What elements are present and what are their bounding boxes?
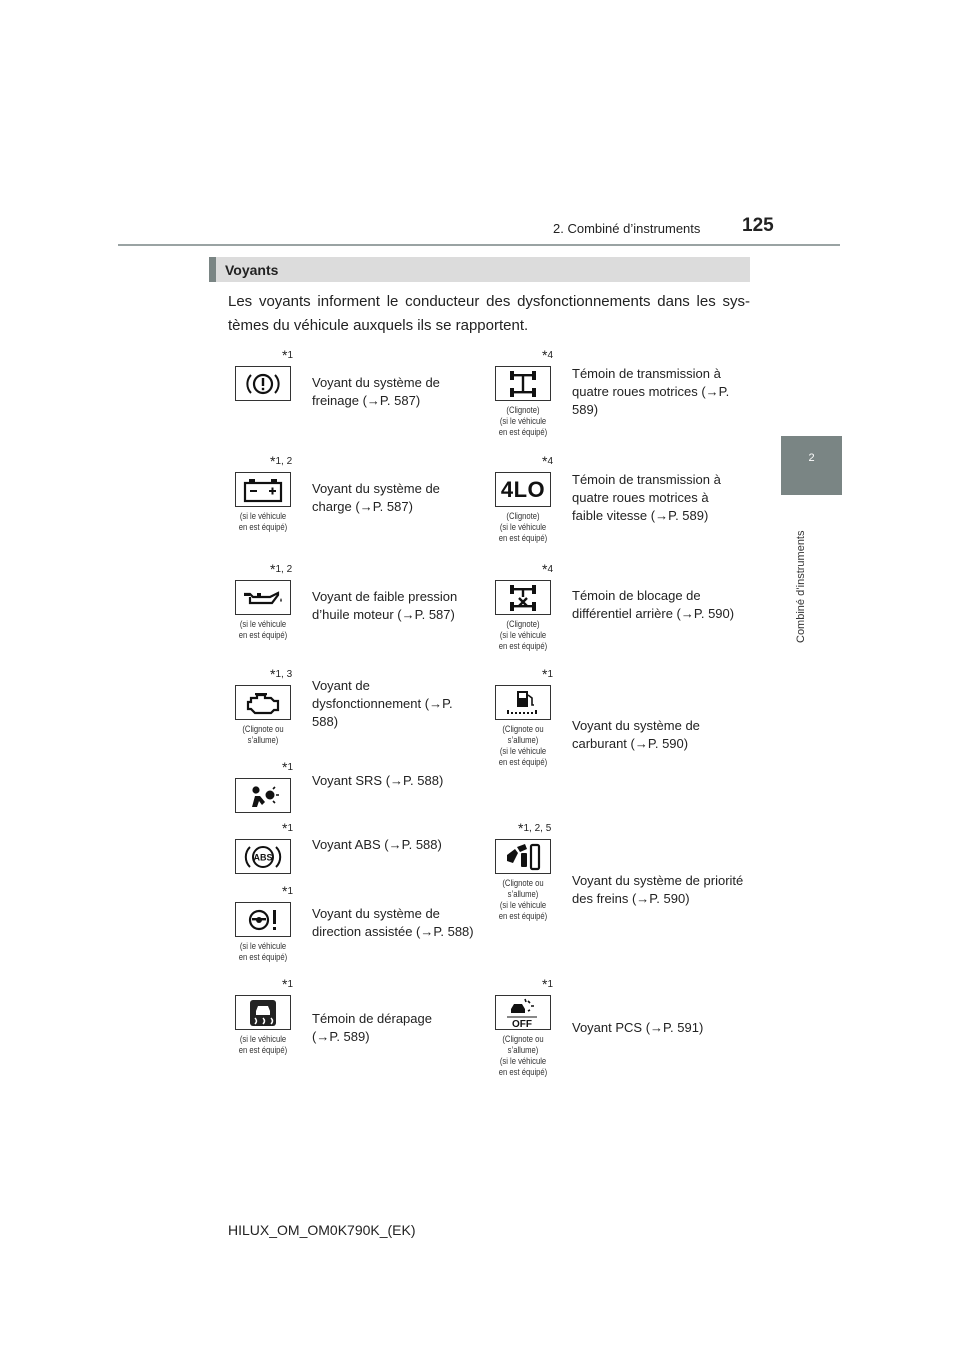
footnote-ref: *4 [542, 347, 554, 363]
document-code: HILUX_OM_OM0K790K_(EK) [228, 1222, 416, 1238]
footnote-ref: *1 [542, 976, 554, 992]
pcs-off-label: OFF [512, 1018, 532, 1029]
indicator-note: (Clignote) (si le véhicule en est équipé) [498, 405, 548, 437]
footnote-ref: *1, 2 [270, 561, 293, 577]
indicator-note: (si le véhicule en est équipé) [238, 1034, 288, 1055]
brake-override-icon [501, 841, 545, 873]
indicator-box [235, 902, 291, 937]
chapter-title: 2. Combiné d’instruments [553, 221, 701, 236]
indicator-note: (Clignote ou s’allume) (si le véhicule en est équipé) [498, 1034, 548, 1077]
fuel-system-icon [503, 688, 543, 718]
header-rule [118, 244, 840, 246]
slip-indicator-icon [243, 998, 283, 1028]
abs-icon [241, 842, 285, 872]
indicator-description: Témoin de transmission à quatre roues motrices à faible vitesse (→P. 589) [572, 472, 721, 523]
footnote-ref: *1 [282, 759, 294, 775]
indicator-box [235, 366, 291, 401]
indicator-description: Voyant de faible pression d’huile moteur (→P. 587) [312, 589, 458, 622]
footnote-ref: *1, 3 [270, 666, 293, 682]
check-engine-icon [241, 688, 285, 718]
footnote-ref: *1, 2 [270, 453, 293, 469]
indicator-box [235, 580, 291, 615]
indicator-description: Voyant PCS (→P. 591) [572, 1020, 704, 1035]
indicator-box [495, 366, 551, 401]
footnote-ref: *1 [542, 666, 554, 682]
indicator-note: (Clignote ou s’allume) (si le véhicule en est équipé) [498, 878, 548, 921]
4wd-icon [506, 369, 540, 399]
footnote-ref: *1 [282, 976, 294, 992]
indicator-box [495, 685, 551, 720]
chapter-tab [781, 436, 842, 495]
svg-text:ABS: ABS [253, 852, 273, 862]
footnote-ref: *1 [282, 347, 294, 363]
indicator-description: Voyant du système de direction assistée (→P. 588) [312, 906, 474, 939]
indicator-description: Voyant du système de priorité des freins (→P. 590) [572, 873, 744, 906]
indicator-description: Voyant du système de freinage (→P. 587) [312, 375, 440, 408]
power-steering-icon [243, 905, 283, 935]
pcs-off-icon [501, 997, 545, 1029]
indicator-note: (si le véhicule en est équipé) [238, 511, 288, 532]
indicator-description: Témoin de transmission à quatre roues motrices (→P. 589) [572, 366, 730, 417]
indicator-description: Voyant de dysfonctionnement (→P. 588) [312, 678, 453, 729]
indicator-box [495, 995, 551, 1030]
section-heading-accent [209, 257, 216, 282]
indicator-description: Voyant ABS (→P. 588) [312, 837, 442, 852]
srs-airbag-icon [243, 781, 283, 811]
indicator-note: (Clignote) (si le véhicule en est équipé) [498, 511, 548, 543]
footnote-ref: *4 [542, 453, 554, 469]
4lo-icon: 4LO [500, 476, 546, 502]
footnote-ref: *1 [282, 820, 294, 836]
indicator-note: (si le véhicule en est équipé) [238, 619, 288, 640]
indicator-description: Témoin de blocage de différentiel arrière (→P. 590) [572, 588, 735, 621]
footnote-ref: *4 [542, 561, 554, 577]
intro-paragraph: Les voyants informent le conducteur des dysfonctionnements dans les sys-tèmes du véhicule auxquels ils se rapportent. [228, 293, 750, 334]
chapter-tab-label: Combiné d’instruments [795, 530, 807, 643]
indicator-note: (Clignote) (si le véhicule en est équipé) [498, 619, 548, 651]
indicator-box [235, 472, 291, 507]
page-number: 125 [742, 215, 774, 236]
indicator-description: Voyant du système de carburant (→P. 590) [572, 718, 700, 751]
indicator-box [495, 472, 551, 507]
indicator-note: (si le véhicule en est équipé) [238, 941, 288, 962]
battery-icon [241, 475, 285, 505]
indicator-note: (Clignote ou s’allume) (si le véhicule en est équipé) [498, 724, 548, 767]
indicator-description: Témoin de dérapage (→P. 589) [312, 1011, 432, 1044]
indicator-description: Voyant du système de charge (→P. 587) [312, 481, 440, 514]
indicator-box [495, 580, 551, 615]
brake-warning-icon [243, 369, 283, 399]
oil-pressure-icon [240, 585, 286, 611]
section-heading-bar [209, 257, 750, 282]
chapter-tab-number: 2 [808, 452, 815, 464]
indicator-box [235, 685, 291, 720]
indicator-box [495, 839, 551, 874]
indicator-box [235, 995, 291, 1030]
footnote-ref: *1, 2, 5 [518, 820, 552, 836]
section-title: Voyants [225, 262, 279, 278]
rear-diff-lock-icon [506, 583, 540, 613]
footnote-ref: *1 [282, 883, 294, 899]
indicator-box [235, 778, 291, 813]
indicator-description: Voyant SRS (→P. 588) [312, 773, 444, 788]
indicator-note: (Clignote ou s’allume) [242, 724, 284, 745]
indicator-box [235, 839, 291, 874]
